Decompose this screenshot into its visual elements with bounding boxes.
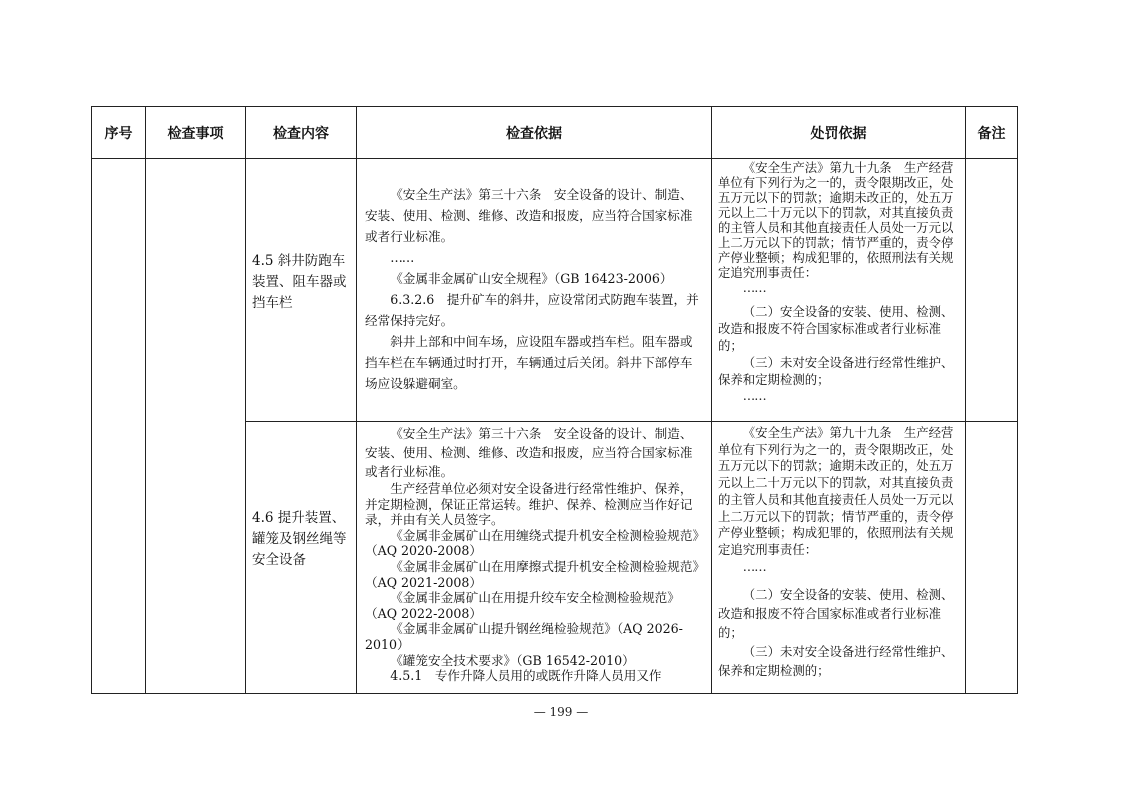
check-content-text: 4.6 提升装置、罐笼及钢丝绳等安全设备: [252, 510, 347, 568]
header-remarks: 备注: [966, 107, 1018, 159]
header-check-basis: 检查依据: [357, 107, 712, 159]
ellipsis: ……: [390, 250, 414, 265]
basis-paragraph: 《金属非金属矿山在用缠绕式提升机安全检测检验规范》（AQ 2020-2008）: [365, 527, 699, 559]
penalty-basis-cell: [712, 159, 966, 422]
table-header-row: [92, 107, 1018, 159]
basis-paragraph: 6.3.2.6 提升矿车的斜井，应设常闭式防跑车装置，并经常保持完好。: [365, 292, 699, 328]
penalty-paragraph: （二）安全设备的安装、使用、检测、改造和报废不符合国家标准或者行业标准的；: [718, 587, 954, 641]
page-number: — 199 —: [533, 705, 589, 719]
penalty-paragraph: （二）安全设备的安装、使用、检测、改造和报废不符合国家标准或者行业标准的；: [718, 304, 954, 353]
remarks-cell: [966, 422, 1018, 694]
basis-paragraph: 斜井上部和中间车场，应设阻车器或挡车栏。阻车器或挡车栏在车辆通过时打开，车辆通过后关闭。斜井下部停车场应设躲避硐室。: [365, 334, 693, 391]
basis-paragraph: 《金属非金属矿山在用摩擦式提升机安全检测检验规范》（AQ 2021-2008）: [365, 558, 699, 590]
basis-paragraph: 《金属非金属矿山提升钢丝绳检验规范》（AQ 2026-2010）: [365, 621, 683, 652]
check-content-text: 4.5 斜井防跑车装置、阻车器或挡车栏: [252, 253, 347, 311]
ellipsis: ……: [742, 388, 766, 403]
check-basis-cell: [357, 422, 712, 694]
basis-paragraph: 《金属非金属矿山安全规程》（GB 16423-2006）: [390, 271, 673, 286]
header-check-item: 检查事项: [146, 107, 246, 159]
header-penalty-basis: 处罚依据: [712, 107, 966, 159]
ellipsis: ……: [742, 280, 766, 295]
basis-paragraph: 4.5.1 专作升降人员用的或既作升降人员用又作: [390, 668, 662, 684]
check-basis-cell: [357, 159, 712, 422]
ellipsis: ……: [742, 558, 766, 574]
check-item-cell: [146, 159, 246, 694]
basis-paragraph: 《金属非金属矿山在用提升绞车安全检测检验规范》（AQ 2022-2008）: [365, 590, 680, 621]
basis-paragraph: 生产经营单位必须对安全设备进行经常性维护、保养，并定期检测，保证正常运转。维护、保养、检测应当作好记录，并由有关人员签字。: [365, 481, 693, 528]
penalty-paragraph: （三）未对安全设备进行经常性维护、保养和定期检测的；: [718, 355, 954, 387]
remarks-cell: [966, 159, 1018, 422]
penalty-paragraph: （三）未对安全设备进行经常性维护、保养和定期检测的；: [718, 644, 954, 679]
penalty-paragraph: 《安全生产法》第九十九条 生产经营单位有下列行为之一的，责令限期改正，处五万元以下的罚款；逾期未改正的，处五万元以上二十万元以下的罚款，对其直接负责的主管人员和其他直接责任人员处一万元以上二万元以下的罚款；情节严重的，责令停产停业整顿；构成犯罪的，依照刑法有关规定追究刑事责任：: [718, 425, 954, 557]
inspection-table: [91, 106, 1018, 694]
penalty-basis-cell: [712, 422, 966, 694]
header-seq: 序号: [92, 107, 146, 159]
penalty-paragraph: 《安全生产法》第九十九条 生产经营单位有下列行为之一的，责令限期改正，处五万元以下的罚款；逾期未改正的，处五万元以上二十万元以下的罚款，对其直接负责的主管人员和其他直接责任人员处一万元以上二万元以下的罚款；情节严重的，责令停产停业整顿；构成犯罪的，依照刑法有关规定追究刑事责任：: [718, 160, 954, 280]
seq-cell: [92, 159, 146, 694]
basis-paragraph: 《罐笼安全技术要求》（GB 16542-2010）: [390, 652, 635, 668]
basis-paragraph: 《安全生产法》第三十六条 安全设备的设计、制造、安装、使用、检测、维修、改造和报废，应当符合国家标准或者行业标准。: [365, 426, 693, 479]
header-check-content: 检查内容: [246, 107, 357, 159]
check-content-cell: [246, 159, 357, 422]
basis-paragraph: 《安全生产法》第三十六条 安全设备的设计、制造、安装、使用、检测、维修、改造和报废，应当符合国家标准或者行业标准。: [365, 187, 693, 244]
check-content-cell: [246, 422, 357, 694]
table-row: [92, 159, 1018, 422]
